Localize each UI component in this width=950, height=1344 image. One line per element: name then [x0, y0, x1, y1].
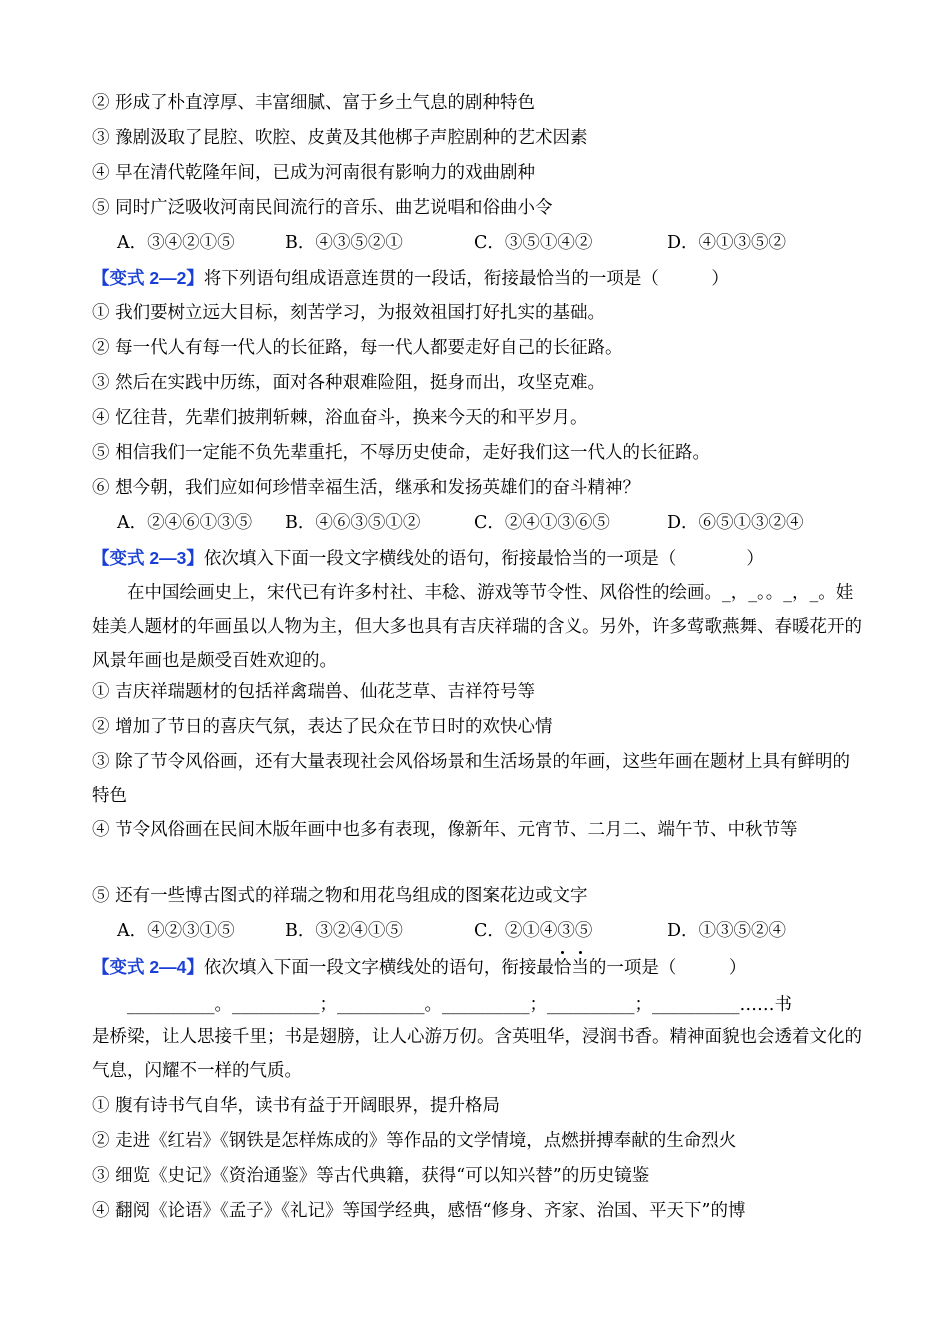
q4-item-3: ③ 细览《史记》《资治通鉴》等古代典籍，获得“可以知兴替”的历史镜鉴 [92, 1166, 650, 1186]
q3-item-3: ③ 除了节令风俗画，还有大量表现社会风俗场景和生活场景的年画，这些年画在题材上具有鲜明的特色 [92, 752, 851, 806]
q3-item-4: ④ 节令风俗画在民间木版年画中也多有表现，像新年、元宵节、二月二、端午节、中秋节等 [92, 820, 798, 840]
q4-item-4: ④ 翻阅《论语》《孟子》《礼记》等国学经典，感悟“修身、齐家、治国、平天下”的博 [92, 1201, 746, 1221]
q4-emphasis-char-2: 当 [571, 958, 589, 978]
q2-stem-line [92, 266, 862, 291]
q2-item-6: ⑥ 想今朝，我们应如何珍惜幸福生活，继承和发扬英雄们的奋斗精神？ [92, 478, 641, 498]
q4-stem-line [92, 955, 862, 980]
q1-item-2: ② 形成了朴直淳厚、丰富细腻、富于乡土气息的剧种特色 [92, 93, 536, 113]
q1-item-5: ⑤ 同时广泛吸收河南民间流行的音乐、曲艺说唱和俗曲小令 [92, 198, 553, 218]
q4-emphasis-char-1: 恰 [553, 958, 572, 978]
q1-option-d: D．④①③⑤② [667, 233, 787, 253]
q3-stem: 依次填入下面一段文字横线处的语句，衔接最恰当的一项是（ ） [203, 549, 764, 569]
q2-option-c: C．②④①③⑥⑤ [474, 513, 610, 533]
q2-tag: 【变式 2—2】 [92, 268, 204, 288]
q4-item-1: ① 腹有诗书气自华，读书有益于开阔眼界，提升格局 [92, 1096, 501, 1116]
q3-option-a: A．④②③①⑤ [117, 921, 235, 941]
q4-tag: 【变式 2—4】 [92, 957, 204, 977]
q1-option-a: A．③④②①⑤ [117, 233, 235, 253]
q1-item-3: ③ 豫剧汲取了昆腔、吹腔、皮黄及其他梆子声腔剧种的艺术因素 [92, 128, 588, 148]
q4-blanks: __________。__________；__________。__________；__________；__________……书 [92, 995, 792, 1015]
q4-item-2: ② 走进《红岩》《钢铁是怎样炼成的》等作品的文学情境，点燃拼搏奉献的生命烈火 [92, 1131, 737, 1151]
q3-item-2: ② 增加了节日的喜庆气氛，表达了民众在节日时的欢快心情 [92, 717, 553, 737]
q4-stem-b: 的一项是（ ） [588, 958, 747, 978]
q3-option-c: C．②①④③⑤ [474, 921, 593, 941]
q2-item-1: ① 我们要树立远大目标，刻苦学习，为报效祖国打好扎实的基础。 [92, 303, 606, 323]
q4-stem-a: 依次填入下面一段文字横线处的语句，衔接最 [203, 958, 554, 978]
q1-item-4: ④ 早在清代乾隆年间，已成为河南很有影响力的戏曲剧种 [92, 163, 536, 183]
q2-option-d: D．⑥⑤①③②④ [667, 513, 804, 533]
q2-option-b: B．④⑥③⑤①② [285, 513, 421, 533]
q3-passage: 在中国绘画史上，宋代已有许多村社、丰稔、游戏等节令性、风俗性的绘画。_，_。。_，_。娃娃美人题材的年画虽以人物为主，但大多也具有吉庆祥瑞的含义。另外，许多莺歌燕舞、春暖花开的风景年画也是颇受百姓欢迎的。 [92, 583, 862, 671]
q4-passage: 是桥梁，让人思接千里；书是翅膀，让人心游万仞。含英咀华，浸润书香。精神面貌也会透着文化的气息，闪耀不一样的气质。 [92, 1027, 862, 1081]
q3-option-d: D．①③⑤②④ [667, 921, 787, 941]
q1-option-c: C．③⑤①④② [474, 233, 593, 253]
q2-stem: 将下列语句组成语意连贯的一段话，衔接最恰当的一项是（ ） [203, 269, 729, 289]
q2-item-3: ③ 然后在实践中历练，面对各种艰难险阻，挺身而出，攻坚克难。 [92, 373, 606, 393]
q2-item-5: ⑤ 相信我们一定能不负先辈重托，不辱历史使命，走好我们这一代人的长征路。 [92, 443, 711, 463]
q3-stem-line [92, 546, 862, 571]
q1-option-b: B．④③⑤②① [285, 233, 403, 253]
q2-item-4: ④ 忆往昔，先辈们披荆斩棘，浴血奋斗，换来今天的和平岁月。 [92, 408, 588, 428]
q3-option-b: B．③②④①⑤ [285, 921, 403, 941]
q2-item-2: ② 每一代人有每一代人的长征路，每一代人都要走好自己的长征路。 [92, 338, 623, 358]
q3-tag: 【变式 2—3】 [92, 548, 204, 568]
q2-option-a: A．②④⑥①③⑤ [117, 513, 253, 533]
q3-item-5: ⑤ 还有一些博古图式的祥瑞之物和用花鸟组成的图案花边或文字 [92, 886, 588, 906]
q3-item-1: ① 吉庆祥瑞题材的包括祥禽瑞兽、仙花芝草、吉祥符号等 [92, 682, 536, 702]
